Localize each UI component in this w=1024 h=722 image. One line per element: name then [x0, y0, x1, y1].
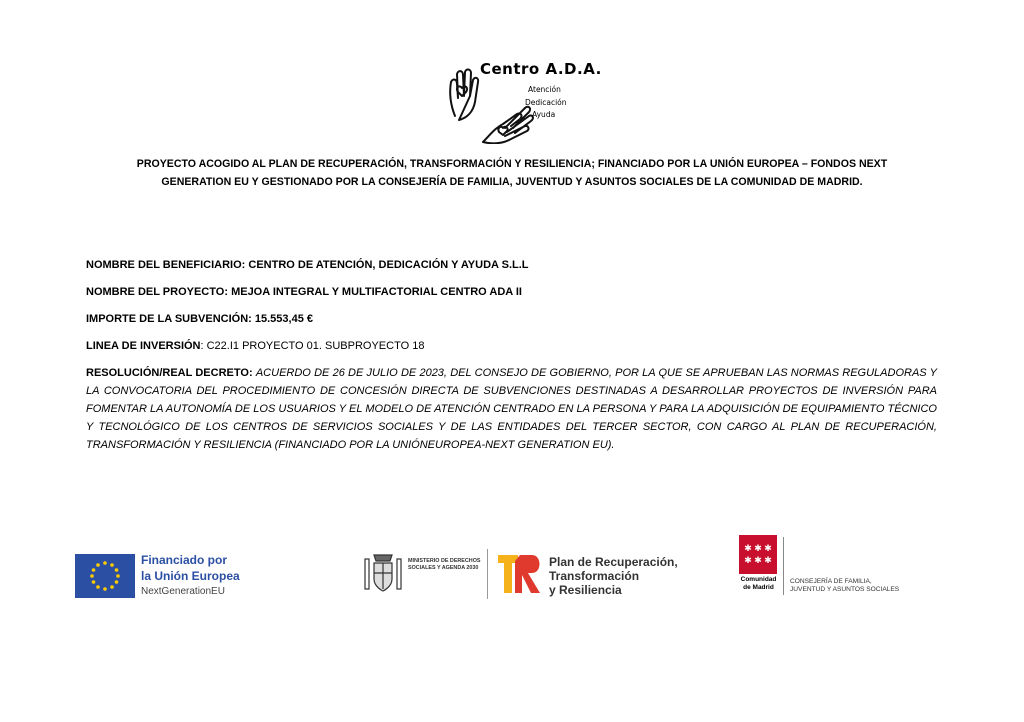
ministry-prtr-logo — [362, 545, 692, 603]
logo-subtitle-dedicacion: Dedicación — [525, 98, 567, 107]
resolucion-label: RESOLUCIÓN/REAL DECRETO: — [86, 367, 253, 379]
logo-title: Centro A.D.A. — [480, 60, 602, 78]
prtr-line-1: Plan de Recuperación, — [549, 555, 678, 569]
madrid-name — [738, 576, 779, 592]
beneficiario-value: CENTRO DE ATENCIÓN, DEDICACIÓN Y AYUDA S.L.L — [248, 259, 529, 271]
importe-line — [86, 312, 313, 326]
proyecto-line — [86, 285, 522, 299]
svg-text:✱: ✱ — [744, 556, 752, 566]
eu-text-financiado: Financiado por — [141, 553, 228, 567]
logo-subtitle-atencion: Atención — [528, 85, 561, 94]
madrid-divider — [783, 537, 784, 595]
proyecto-value: MEJOA INTEGRAL Y MULTIFACTORIAL CENTRO ADA II — [231, 286, 522, 298]
prtr-line-2: Transformación — [549, 569, 640, 583]
resolucion-value: ACUERDO DE 26 DE JULIO DE 2023, DEL CONSEJO DE GOBIERNO, POR LA QUE SE APRUEBAN LAS NORMAS REGULADORAS Y LA CONVOCATORIA DEL PROCEDIMIENTO DE CONCESIÓN DIRECTA DE SUBVENCIONES DESTINADAS A DESARROLLAR PROYECTOS DE INVERSIÓN PARA FOMENTAR LA AUTONOMÍA DE LOS USUARIOS Y EL MODELO DE ATENCIÓN CENTRADO EN LA PERSONA Y PARA LA ADQUISICIÓN DE EQUIPAMIENTO TÉCNICO Y TECNOLÓGICO DE LOS CENTROS DE SERVICIOS SOCIALES Y DE LAS ENTIDADES DEL TERCER SECTOR, CON CARGO AL PLAN DE RECUPERACIÓN, TRANSFORMACIÓN Y RESILIENCIA (FINANCIADO POR LA UNIÓNEUROPEA-NEXT GENERATION EU). — [86, 367, 937, 451]
eu-stars — [75, 554, 135, 598]
linea-line — [86, 339, 424, 353]
coat-of-arms-icon — [362, 549, 404, 599]
madrid-dept-line-2: JUVENTUD Y ASUNTOS SOCIALES — [790, 586, 900, 593]
madrid-stars — [739, 535, 777, 574]
madrid-dept-line-1: CONSEJERÍA DE FAMILIA, — [790, 578, 872, 585]
eu-flag-icon — [75, 554, 135, 598]
centro-ada-logo — [445, 58, 602, 144]
beneficiario-line — [86, 258, 529, 272]
eu-funding-logo — [75, 552, 275, 602]
madrid-stars-icon — [739, 535, 777, 574]
svg-text:✱: ✱ — [744, 544, 752, 554]
linea-value: : C22.I1 PROYECTO 01. SUBPROYECTO 18 — [200, 340, 425, 352]
intro-line-2: GENERATION EU Y GESTIONADO POR LA CONSEJERÍA DE FAMILIA, JUVENTUD Y ASUNTOS SOCIALES DE LA COMUNIDAD DE MADRID. — [161, 176, 863, 188]
intro-paragraph — [105, 155, 919, 191]
prtr-line-3: y Resiliencia — [549, 583, 622, 597]
svg-text:✱: ✱ — [754, 556, 762, 566]
intro-line-1: PROYECTO ACOGIDO AL PLAN DE RECUPERACIÓN, TRANSFORMACIÓN Y RESILIENCIA; FINANCIADO POR LA UNIÓN EUROPEA – FONDOS NEXT — [136, 158, 888, 170]
madrid-name-line-1: Comunidad — [740, 576, 777, 583]
beneficiario-label: NOMBRE DEL BENEFICIARIO: — [86, 259, 246, 271]
logo-subtitle-ayuda: Ayuda — [532, 110, 556, 119]
importe-value: 15.553,45 € — [254, 313, 314, 325]
svg-text:✱: ✱ — [764, 544, 772, 554]
svg-text:✱: ✱ — [754, 544, 762, 554]
comunidad-madrid-logo — [738, 535, 938, 597]
linea-label: LINEA DE INVERSIÓN — [86, 340, 201, 352]
prtr-tr-icon — [496, 553, 546, 597]
ministry-name: MINISTERIO DE DERECHOS SOCIALES Y AGENDA 2030 — [408, 558, 481, 571]
eu-text-nextgen: NextGenerationEU — [141, 586, 225, 597]
madrid-name-line-2: de Madrid — [743, 584, 774, 591]
madrid-department — [790, 578, 899, 594]
eu-text-union: la Unión Europea — [141, 569, 240, 583]
importe-label: IMPORTE DE LA SUBVENCIÓN: — [86, 313, 252, 325]
svg-text:✱: ✱ — [764, 556, 772, 566]
resolucion-paragraph — [86, 364, 937, 454]
ministry-divider — [487, 549, 488, 599]
proyecto-label: NOMBRE DEL PROYECTO: — [86, 286, 228, 298]
